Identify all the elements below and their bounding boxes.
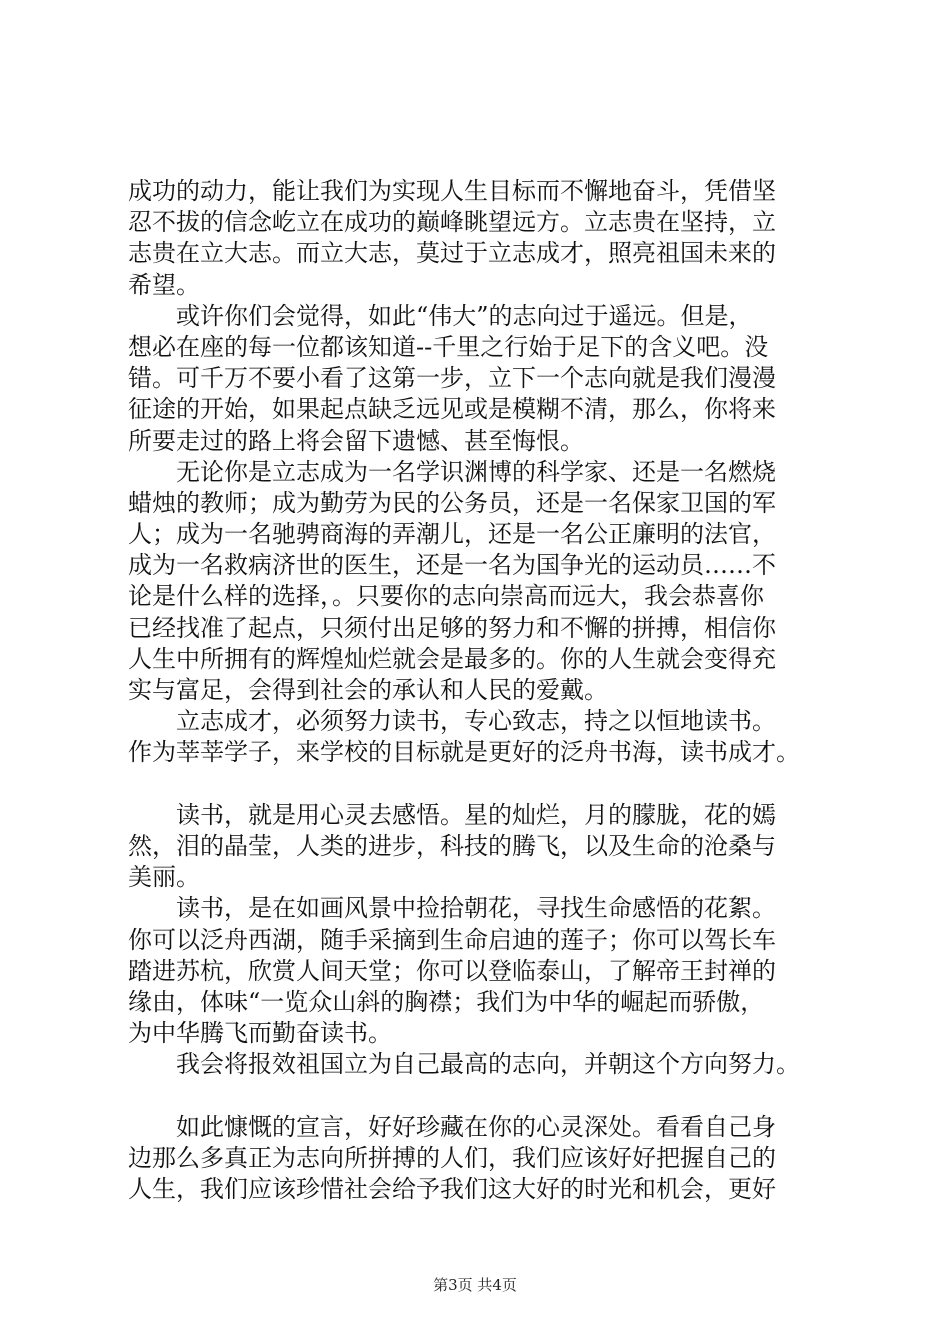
text-line: 忍不拔的信念屹立在成功的巅峰眺望远方。立志贵在坚持，立 (128, 208, 776, 237)
text-line: 错。可千万不要小看了这第一步，立下一个志向就是我们漫漫 (128, 364, 776, 393)
text-line: 论是什么样的选择，。只要你的志向崇高而远大，我会恭喜你 (128, 582, 764, 611)
text-line: 美丽。 (128, 863, 200, 892)
page-footer: 第3页 共4页 (433, 1276, 517, 1294)
text-line: 人；成为一名驰骋商海的弄潮儿，还是一名公正廉明的法官， (128, 520, 776, 549)
text-line: 缘由，体味“一览众山斜的胸襟；我们为中华的崛起而骄傲， (128, 987, 765, 1016)
text-line: 边那么多真正为志向所拼搏的人们，我们应该好好把握自己的 (128, 1143, 776, 1172)
text-line: 成功的动力，能让我们为实现人生目标而不懈地奋斗，凭借坚 (128, 177, 776, 205)
text-line: 或许你们会觉得，如此“伟大”的志向过于遥远。但是， (128, 301, 753, 330)
text-line: 实与富足，会得到社会的承认和人民的爱戴。 (128, 676, 608, 704)
text-line: 已经找准了起点，只须付出足够的努力和不懈的拼搏，相信你 (128, 613, 776, 642)
text-line: 希望。 (128, 270, 200, 299)
text-line: 蜡烛的教师；成为勤劳为民的公务员，还是一名保家卫国的军 (128, 488, 776, 517)
text-line: 读书，就是用心灵去感悟。星的灿烂，月的朦胧，花的嫣 (128, 800, 776, 829)
text-line: 立志成才，必须努力读书，专心致志，持之以恒地读书。 (128, 707, 776, 736)
text-line: 征途的开始，如果起点缺乏远见或是模糊不清，那么，你将来 (128, 395, 776, 424)
text-line (128, 769, 838, 800)
text-line (128, 1080, 838, 1111)
text-line: 作为莘莘学子，来学校的目标就是更好的泛舟书海，读书成才。 (128, 738, 800, 767)
text-line: 踏进苏杭，欣赏人间天堂；你可以登临泰山，了解帝王封禅的 (128, 956, 776, 985)
text-line: 如此慷慨的宣言，好好珍藏在你的心灵深处。看看自己身 (128, 1112, 776, 1141)
text-line: 所要走过的路上将会留下遗憾、甚至悔恨。 (128, 426, 584, 455)
text-line: 无论你是立志成为一名学识渊博的科学家、还是一名燃烧 (128, 457, 776, 486)
text-line: 读书，是在如画风景中捡拾朝花，寻找生命感悟的花絮。 (128, 894, 776, 923)
text-line: 你可以泛舟西湖，随手采摘到生命启迪的莲子；你可以驾长车 (128, 925, 776, 954)
text-line: 为中华腾飞而勤奋读书。 (128, 1019, 392, 1048)
text-line: 我会将报效祖国立为自己最高的志向，并朝这个方向努力。 (128, 1050, 800, 1079)
text-line: 人生中所拥有的辉煌灿烂就会是最多的。你的人生就会变得充 (128, 644, 776, 673)
text-line: 然，泪的晶莹，人类的进步，科技的腾飞，以及生命的沧桑与 (128, 831, 776, 860)
text-line: 人生，我们应该珍惜社会给予我们这大好的时光和机会，更好 (128, 1175, 776, 1203)
text-line: 想必在座的每一位都该知道--千里之行始于足下的含义吧。没 (128, 332, 769, 361)
body-text (128, 176, 838, 1205)
text-line: 成为一名救病济世的医生，还是一名为国争光的运动员……不 (128, 551, 776, 580)
text-line: 志贵在立大志。而立大志，莫过于立志成才，照亮祖国未来的 (128, 239, 776, 268)
